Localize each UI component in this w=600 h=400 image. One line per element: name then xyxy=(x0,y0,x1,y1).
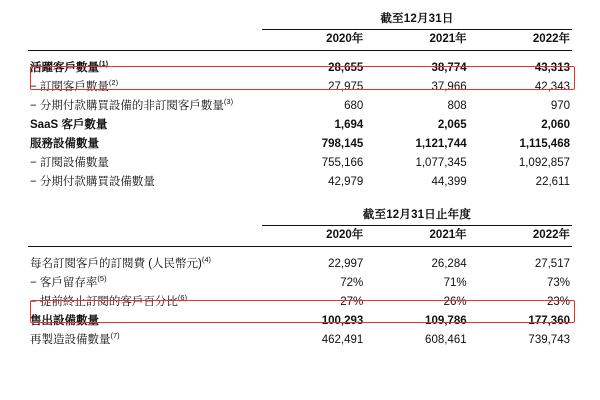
row-value-2020: 28,655 xyxy=(328,62,364,74)
row-label xyxy=(28,154,262,173)
row-label-text: − 訂閱客戶數量 xyxy=(30,81,109,93)
rule-gap xyxy=(28,51,572,59)
row-value-2021: 808 xyxy=(447,100,467,112)
spacer-cell xyxy=(28,10,262,29)
row-value-2020: 22,997 xyxy=(328,258,364,270)
row-label-text: − 訂閱設備數量 xyxy=(30,157,109,169)
row-value-2021: 1,077,345 xyxy=(415,157,467,169)
row-value-2022: 1,092,857 xyxy=(518,157,570,169)
row-value-2021: 26,284 xyxy=(431,258,467,270)
row-label xyxy=(28,274,262,293)
table-row xyxy=(28,274,572,293)
rule-gap-row xyxy=(28,247,572,255)
column-header-row xyxy=(28,30,572,51)
table-row xyxy=(28,331,572,350)
table-row xyxy=(28,59,572,78)
table-row xyxy=(28,312,572,331)
table-as-of-dec31 xyxy=(28,10,572,192)
row-value-2022: 73% xyxy=(546,277,570,289)
row-label xyxy=(28,293,262,312)
row-footnote: (6) xyxy=(177,293,188,303)
row-value-2020: 1,694 xyxy=(334,119,364,131)
row-value-2021: 37,966 xyxy=(431,81,467,93)
row-label-text: 每名訂閱客戶的訂閱費 (人民幣元) xyxy=(30,258,202,270)
row-value-2021: 608,461 xyxy=(425,334,467,346)
column-header-2021: 2021年 xyxy=(429,33,467,45)
row-footnote: (7) xyxy=(110,331,120,341)
row-label xyxy=(28,135,262,154)
table-row xyxy=(28,97,572,116)
row-value-2020: 27,975 xyxy=(328,81,364,93)
section-divider-gap xyxy=(28,192,572,206)
row-label-text: − 分期付款購買設備的非訂閱客戶數量 xyxy=(30,100,224,112)
row-footnote: (2) xyxy=(108,78,119,88)
row-value-2021: 38,774 xyxy=(431,62,467,74)
row-footnote: (4) xyxy=(201,255,212,265)
spacer-cell xyxy=(28,206,262,225)
column-header-2022: 2022年 xyxy=(532,33,570,45)
column-header-2022: 2022年 xyxy=(532,229,570,241)
row-label-text: 活躍客戶數量 xyxy=(30,62,99,74)
column-header-2020: 2020年 xyxy=(326,33,364,45)
row-label xyxy=(28,331,262,350)
column-header-2020: 2020年 xyxy=(326,229,364,241)
period-header-as-of: 截至12月31日 xyxy=(380,13,454,25)
row-label-text: 售出設備數量 xyxy=(30,315,99,327)
row-value-2020: 680 xyxy=(344,100,364,112)
row-value-2021: 26% xyxy=(443,296,467,308)
period-header-row xyxy=(28,10,572,29)
row-label-text: SaaS 客戶數量 xyxy=(30,119,108,131)
row-value-2022: 42,343 xyxy=(534,81,570,93)
row-value-2021: 71% xyxy=(443,277,467,289)
row-label xyxy=(28,173,262,192)
row-label xyxy=(28,312,262,331)
row-value-2021: 2,065 xyxy=(437,119,467,131)
row-value-2022: 177,360 xyxy=(528,315,570,327)
row-value-2020: 462,491 xyxy=(321,334,364,346)
row-value-2022: 27,517 xyxy=(534,258,570,270)
table-row xyxy=(28,255,572,274)
row-label xyxy=(28,78,262,97)
row-label xyxy=(28,59,262,78)
period-header-for-year: 截至12月31日止年度 xyxy=(362,209,472,221)
row-value-2022: 23% xyxy=(546,296,570,308)
row-label-text: − 提前終止訂閱的客戶百分比 xyxy=(30,296,178,308)
row-value-2022: 1,115,468 xyxy=(519,138,570,150)
table-for-year-ended xyxy=(28,206,572,350)
row-value-2022: 2,060 xyxy=(541,119,570,131)
row-value-2021: 109,786 xyxy=(425,315,467,327)
column-header-2021: 2021年 xyxy=(429,229,467,241)
table-row xyxy=(28,78,572,97)
row-value-2020: 42,979 xyxy=(328,176,364,188)
row-footnote: (5) xyxy=(97,274,107,284)
row-label-text: − 分期付款購買設備數量 xyxy=(30,176,155,188)
row-value-2020: 27% xyxy=(340,296,364,308)
row-value-2020: 798,145 xyxy=(321,138,364,150)
row-label xyxy=(28,116,262,135)
row-value-2022: 22,611 xyxy=(535,176,570,188)
table-row xyxy=(28,293,572,312)
row-label-text: 服務設備數量 xyxy=(30,138,99,150)
row-value-2020: 755,166 xyxy=(321,157,364,169)
row-footnote: (1) xyxy=(99,59,109,69)
row-label-text: − 客戶留存率 xyxy=(30,277,98,289)
column-header-row xyxy=(28,226,572,247)
row-value-2020: 100,293 xyxy=(321,315,364,327)
row-footnote: (3) xyxy=(223,97,234,107)
column-header-blank xyxy=(28,226,262,247)
column-header-blank xyxy=(28,30,262,51)
row-value-2022: 970 xyxy=(550,100,570,112)
period-header-row xyxy=(28,206,572,225)
row-value-2022: 739,743 xyxy=(528,334,570,346)
rule-gap-row xyxy=(28,51,572,59)
rule-gap xyxy=(28,247,572,255)
row-label-text: 再製造設備數量 xyxy=(30,334,111,346)
table-row xyxy=(28,154,572,173)
row-value-2021: 44,399 xyxy=(431,176,467,188)
row-value-2020: 72% xyxy=(340,277,364,289)
row-value-2022: 43,313 xyxy=(534,62,570,74)
table-row xyxy=(28,173,572,192)
row-value-2021: 1,121,744 xyxy=(415,138,467,150)
table-row xyxy=(28,116,572,135)
table-row xyxy=(28,135,572,154)
row-label xyxy=(28,255,262,274)
row-label xyxy=(28,97,262,116)
